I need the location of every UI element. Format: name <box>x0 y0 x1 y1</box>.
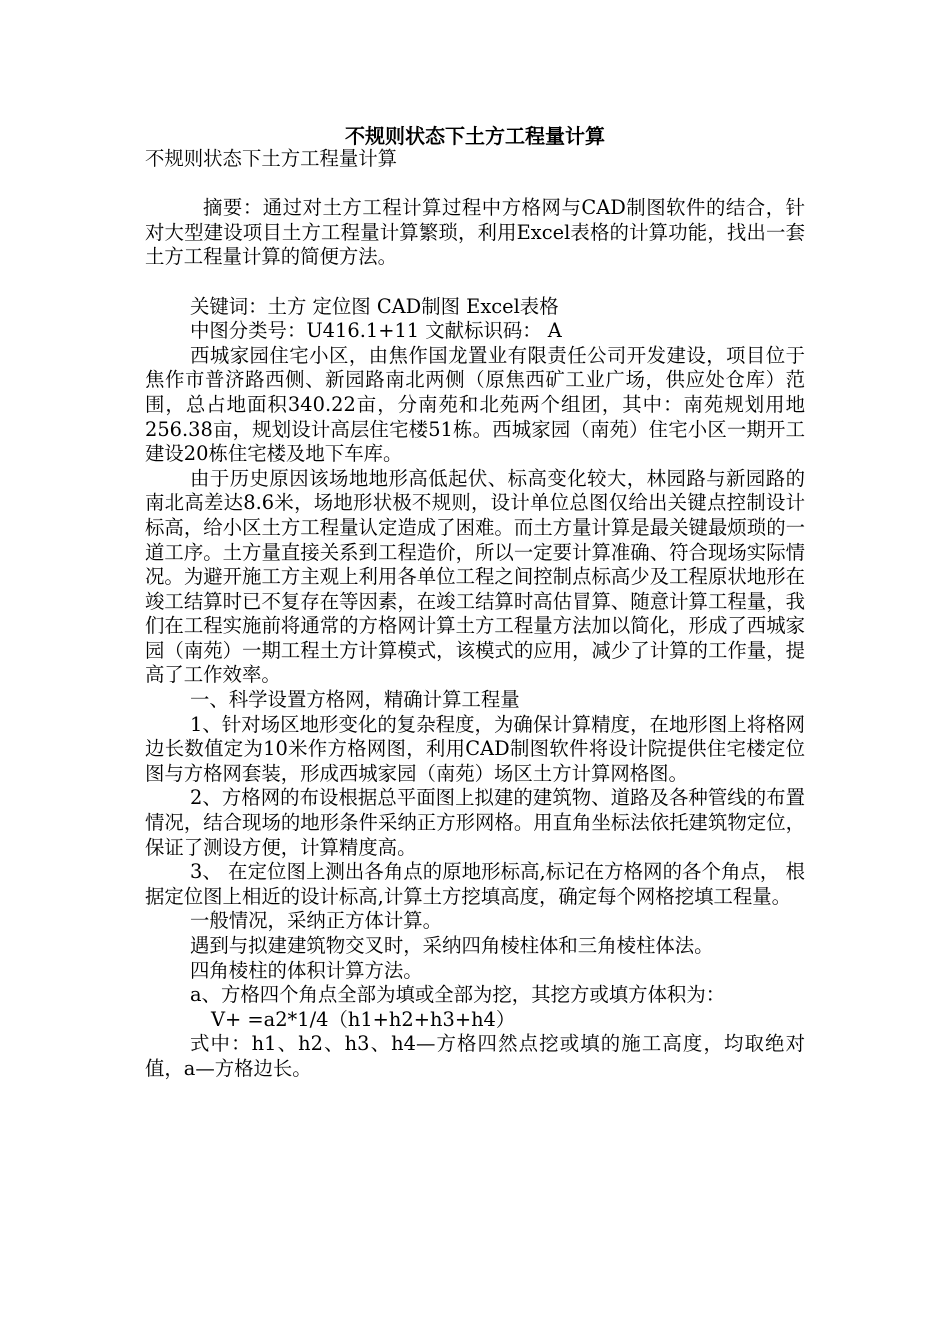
body-paragraph: 一般情况，采纳正方体计算。 <box>190 909 443 933</box>
keywords-line: 关键词：土方 定位图 CAD制图 Excel表格 <box>190 294 559 318</box>
document-body <box>145 147 805 1082</box>
body-paragraph: 西城家园住宅小区，由焦作国龙置业有限责任公司开发建设，项目位于焦作市普济路西侧、新园路南北两侧（原焦西矿工业广场，供应处仓库）范围，总占地面积340.22亩，分南苑和北苑两个组团，其中：南苑规划用地256.38亩，规划设计高层住宅楼51栋。西城家园（南苑）住宅小区一期开工建设20栋住宅楼及地下车库。 <box>145 343 805 466</box>
blank-line <box>145 172 805 197</box>
body-paragraph: a、方格四个角点全部为填或全部为挖，其挖方或填方体积为： <box>190 983 726 1007</box>
body-paragraph: 遇到与拟建建筑物交叉时，采纳四角棱柱体和三角棱柱体法。 <box>190 934 714 957</box>
body-paragraph: 1、针对场区地形变化的复杂程度，为确保计算精度，在地形图上将格网边长数值定为10米作方格网图，利用CAD制图软件将设计院提供住宅楼定位图与方格网套装，形成西城家园（南苑）场区土方计算网格图。 <box>145 712 805 785</box>
document-title: 不规则状态下土方工程量计算 <box>345 124 605 148</box>
body-paragraph: 3、 在定位图上测出各角点的原地形标高,标记在方格网的各个角点， 根据定位图上相近的设计标高,计算土方挖填高度，确定每个网格挖填工程量。 <box>145 860 805 908</box>
body-paragraph: 2、方格网的布设根据总平面图上拟建的建筑物、道路及各种管线的布置情况，结合现场的地形条件采纳正方形网格。用直角坐标法依托建筑物定位，保证了测设方便，计算精度高。 <box>145 786 805 859</box>
blank-line <box>145 270 805 295</box>
abstract-paragraph: 摘要：通过对土方工程计算过程中方格网与CAD制图软件的结合，针对大型建设项目土方工程量计算繁琐，利用Excel表格的计算功能，找出一套土方工程量计算的简便方法。 <box>145 196 805 269</box>
section-heading: 一、科学设置方格网，精确计算工程量 <box>190 688 520 712</box>
body-paragraph: 由于历史原因该场地地形高低起伏、标高变化较大，林园路与新园路的南北高差达8.6米，场地形状极不规则，设计单位总图仅给出关键点控制设计标高，给小区土方工程量认定造成了困难。而土方量计算是最关键最烦琐的一道工序。土方量直接关系到工程造价，所以一定要计算准确、符合现场实际情况。为避开施工方主观上利用各单位工程之间控制点标高少及工程原状地形在竣工结算时已不复存在等因素，在竣工结算时高估冒算、随意计算工程量，我们在工程实施前将通常的方格网计算土方工程量方法加以简化，形成了西城家园（南苑）一期工程土方计算模式，该模式的应用，减少了计算的工作量，提高了工作效率。 <box>145 466 805 687</box>
classification-line: 中图分类号：U416.1+11 文献标识码： A <box>190 319 562 343</box>
body-paragraph: 四角棱柱的体积计算方法。 <box>190 958 423 982</box>
formula-note: 式中：h1、h2、h3、h4—方格四然点挖或填的施工高度，均取绝对值，a—方格边长。 <box>145 1032 805 1080</box>
document-subtitle: 不规则状态下土方工程量计算 <box>145 147 398 170</box>
formula-line: V+ =a2*1/4（h1+h2+h3+h4） <box>211 1007 516 1031</box>
